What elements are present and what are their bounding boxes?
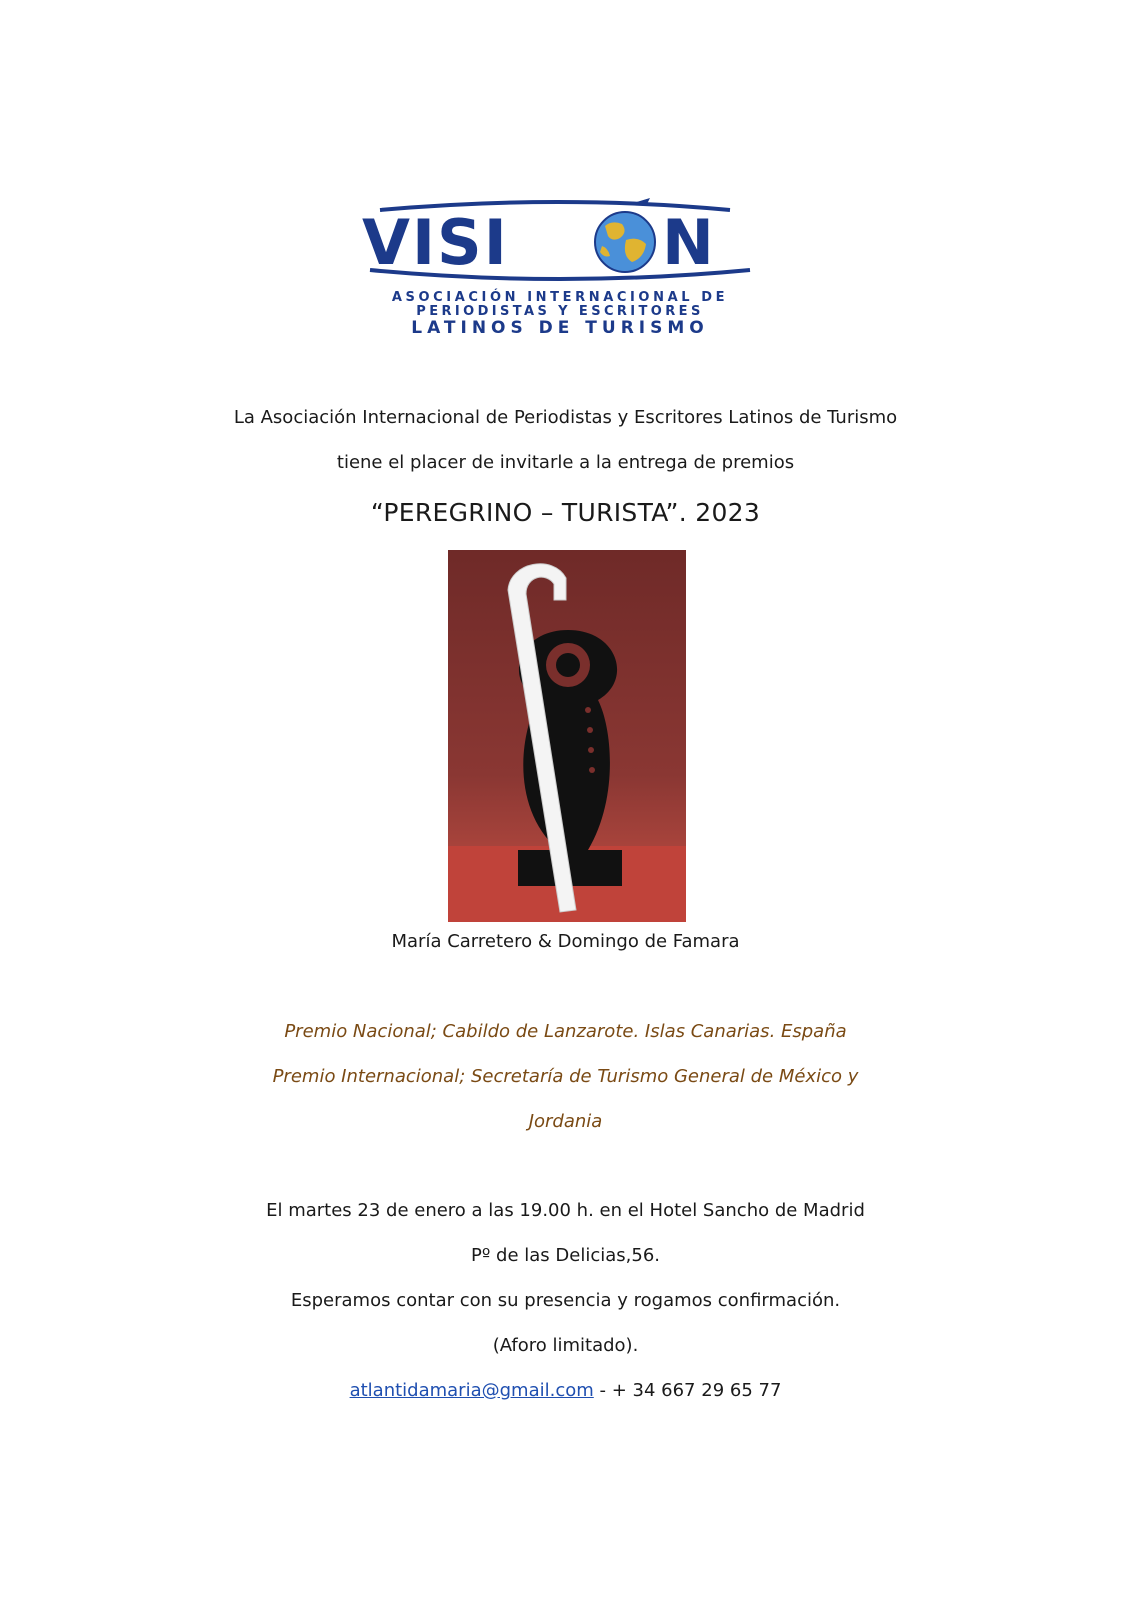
logo-subtitle-line3: LATINOS DE TURISMO xyxy=(411,318,709,338)
trophy-sculpture-image xyxy=(448,550,686,922)
vision-logo xyxy=(350,196,770,341)
phone-number: 34 667 29 65 77 xyxy=(632,1380,782,1401)
contact-separator: - + xyxy=(593,1380,633,1401)
email-link[interactable]: atlantidamaria@gmail.com xyxy=(349,1380,594,1401)
rsvp-request: Esperamos contar con su presencia y rogamos confirmación. xyxy=(290,1290,841,1311)
artists-credit: María Carretero & Domingo de Famara xyxy=(391,931,740,952)
globe-icon xyxy=(595,212,655,272)
award-national: Premio Nacional; Cabildo de Lanzarote. Islas Canarias. España xyxy=(284,1021,847,1042)
logo-wordmark-n: N xyxy=(662,206,714,279)
logo-subtitle-line2: PERIODISTAS Y ESCRITORES xyxy=(416,304,704,319)
intro-line-1: La Asociación Internacional de Periodistas y Escritores Latinos de Turismo xyxy=(233,407,898,428)
intro-line-2: tiene el placer de invitarle a la entrega de premios xyxy=(336,452,795,473)
event-title: “PEREGRINO – TURISTA”. 2023 xyxy=(370,498,761,527)
contact-line xyxy=(0,1380,1131,1401)
logo-wordmark-visi: VISI xyxy=(362,206,509,279)
logo-subtitle-line1: ASOCIACIÓN INTERNACIONAL DE xyxy=(391,290,729,305)
capacity-note: (Aforo limitado). xyxy=(492,1335,639,1356)
event-date-venue: El martes 23 de enero a las 19.00 h. en el Hotel Sancho de Madrid xyxy=(266,1200,865,1221)
logo-wordmark-graphic xyxy=(350,196,770,292)
award-international-cont: Jordania xyxy=(528,1111,603,1132)
event-address: Pº de las Delicias,56. xyxy=(471,1245,660,1266)
award-international: Premio Internacional; Secretaría de Turismo General de México y xyxy=(272,1066,859,1087)
